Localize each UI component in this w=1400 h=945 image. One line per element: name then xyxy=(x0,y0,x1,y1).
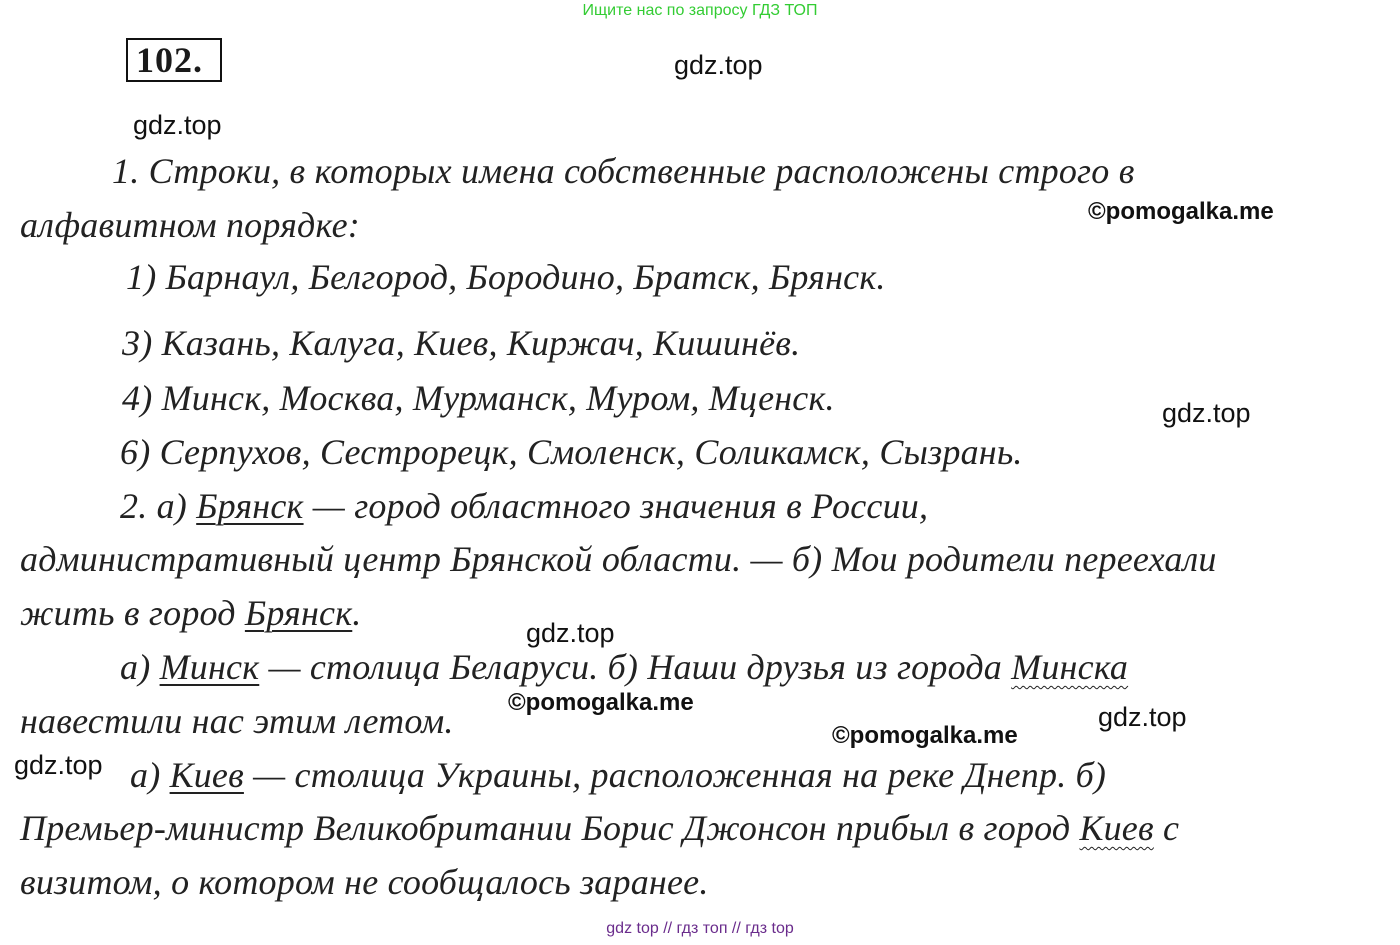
text-line xyxy=(20,807,1179,849)
wavy-underlined-word: Минска xyxy=(1011,647,1129,687)
text-fragment: с xyxy=(1153,808,1180,848)
answer-row-3: 3) Казань, Калуга, Киев, Киржач, Кишинёв. xyxy=(122,323,801,363)
watermark-pomogalka: ©pomogalka.me xyxy=(1088,198,1274,225)
search-banner: Ищите нас по запросу ГДЗ ТОП xyxy=(582,2,818,19)
watermark-gdz: gdz.top xyxy=(674,50,763,80)
text-fragment: — столица Украины, расположенная на реке Днепр. б) xyxy=(243,755,1107,795)
underlined-word: Брянск xyxy=(196,486,304,526)
watermark-gdz: gdz.top xyxy=(133,110,222,140)
underlined-word: Минск xyxy=(159,647,260,687)
text-fragment: Премьер-министр Великобритании Борис Джонсон прибыл в город xyxy=(20,808,1080,848)
text-fragment: . xyxy=(352,593,362,633)
text-fragment: а) xyxy=(120,647,160,687)
watermark-gdz: gdz.top xyxy=(14,750,103,780)
watermark-gdz: gdz.top xyxy=(526,618,615,648)
text-line: 1. Строки, в которых имена собственные расположены строго в xyxy=(112,151,1135,191)
text-line xyxy=(130,754,1106,796)
answer-row-1: 1) Барнаул, Белгород, Бородино, Братск, Брянск. xyxy=(126,257,886,297)
answer-row-6: 6) Серпухов, Сестрорецк, Смоленск, Соликамск, Сызрань. xyxy=(120,432,1023,472)
watermark-gdz: gdz.top xyxy=(1162,398,1251,428)
footer-links: gdz top // гдз топ // гдз top xyxy=(606,920,794,937)
text-fragment: — город областного значения в России, xyxy=(303,486,929,526)
text-line xyxy=(20,592,361,634)
answer-row-4: 4) Минск, Москва, Мурманск, Муром, Мценск. xyxy=(122,378,835,418)
text-fragment: жить в город xyxy=(20,593,245,633)
text-line: алфавитном порядке: xyxy=(20,205,360,245)
underlined-word: Брянск xyxy=(244,593,353,633)
text-line: административный центр Брянской области. — б) Мои родители переехали xyxy=(20,539,1217,579)
watermark-pomogalka: ©pomogalka.me xyxy=(508,689,694,716)
underlined-word: Киев xyxy=(169,755,244,795)
exercise-number: 102. xyxy=(126,38,222,82)
watermark-pomogalka: ©pomogalka.me xyxy=(832,722,1018,749)
text-line: визитом, о котором не сообщалось заранее. xyxy=(20,862,709,902)
text-fragment: — столица Беларуси. б) Наши друзья из города xyxy=(259,647,1012,687)
text-line: навестили нас этим летом. xyxy=(20,701,454,741)
watermark-gdz: gdz.top xyxy=(1098,702,1187,732)
wavy-underlined-word: Киев xyxy=(1079,808,1154,848)
text-line xyxy=(120,485,928,527)
text-fragment: 2. а) xyxy=(120,486,197,526)
text-line xyxy=(120,646,1128,688)
text-fragment: а) xyxy=(130,755,170,795)
